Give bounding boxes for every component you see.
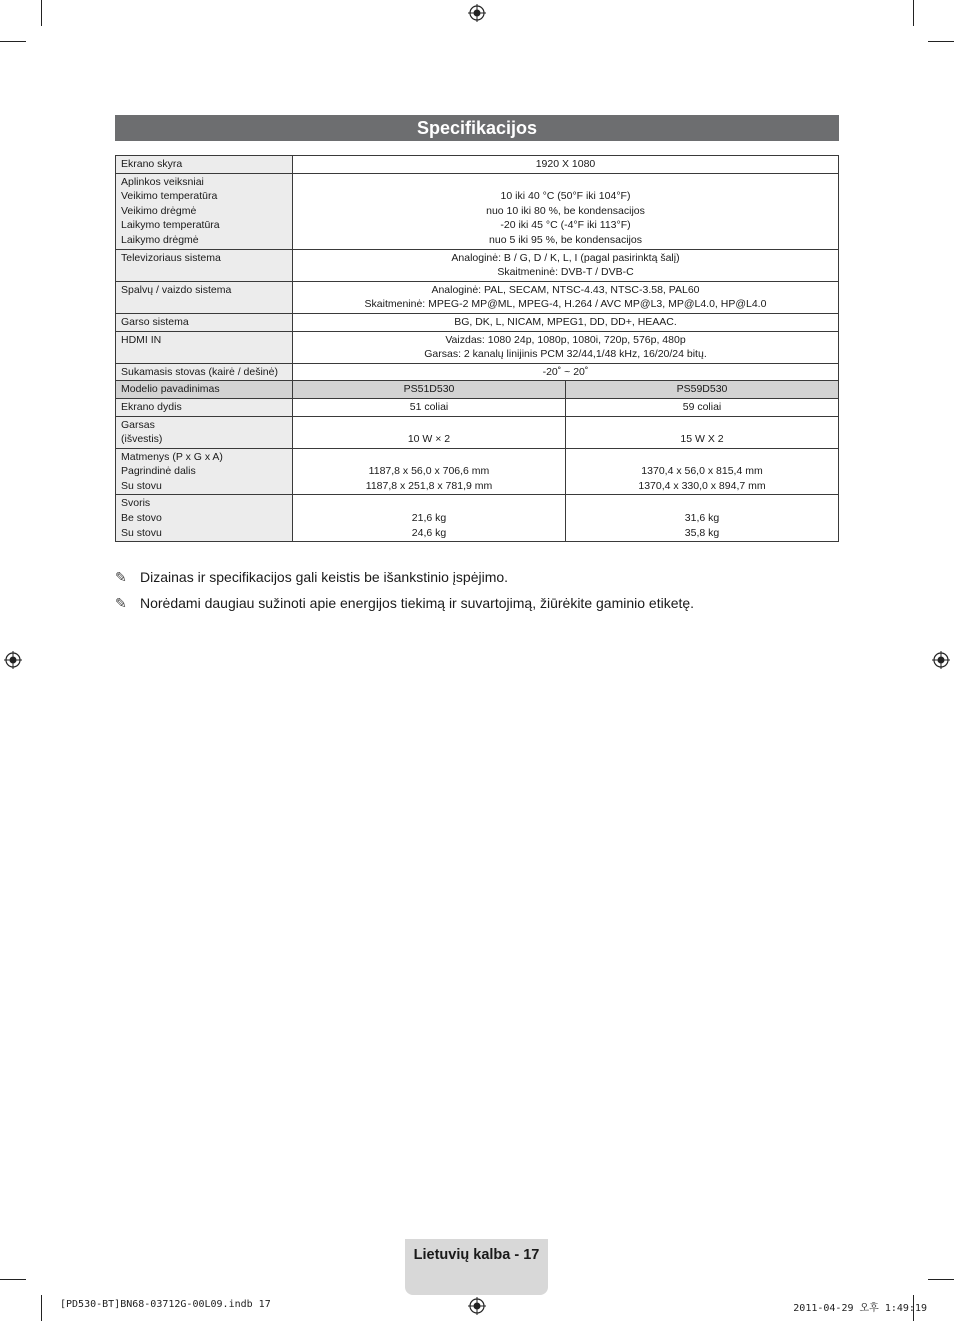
crop-mark	[0, 41, 26, 42]
spec-value: 15 W X 2	[566, 416, 839, 448]
spec-value: BG, DK, L, NICAM, MPEG1, DD, DD+, HEAAC.	[293, 313, 839, 331]
spec-label: Ekrano dydis	[116, 398, 293, 416]
note-item	[115, 568, 508, 586]
spec-value-line: nuo 5 iki 95 %, be kondensacijos	[489, 233, 642, 246]
spec-label-line: Matmenys (P x G x A)	[121, 450, 223, 463]
table-row	[116, 156, 839, 174]
spec-value-line: 1370,4 x 56,0 x 815,4 mm	[641, 465, 763, 478]
spec-value	[293, 249, 839, 281]
spec-label	[116, 495, 293, 542]
page-number-label: Lietuvių kalba - 17	[413, 1247, 540, 1263]
crop-mark	[913, 0, 914, 26]
spec-value-line: 10 iki 40 °C (50°F iki 104°F)	[500, 190, 631, 203]
crop-mark	[41, 0, 42, 26]
table-row	[116, 416, 839, 448]
spec-value	[293, 495, 566, 542]
spec-label	[116, 448, 293, 495]
spec-value: 59 coliai	[566, 398, 839, 416]
crop-mark	[928, 41, 954, 42]
spec-value-line: 1187,8 x 251,8 x 781,9 mm	[365, 479, 493, 492]
spec-value	[566, 448, 839, 495]
note-text: Dizainas ir specifikacijos gali keistis be išankstinio įspėjimo.	[140, 569, 509, 585]
spec-value: 10 W × 2	[293, 416, 566, 448]
pencil-icon: ✎	[115, 569, 127, 585]
spec-label	[116, 173, 293, 249]
note-text: Norėdami daugiau sužinoti apie energijos tiekimą ir suvartojimą, žiūrėkite gaminio etiketę.	[140, 595, 695, 611]
spec-label: Spalvų / vaizdo sistema	[116, 281, 293, 313]
spec-value	[293, 448, 566, 495]
spec-label: HDMI IN	[116, 331, 293, 363]
spec-value-line: Garsas: 2 kanalų linijinis PCM 32/44,1/48 kHz, 16/20/24 bitų.	[424, 348, 707, 361]
spec-label-line: Be stovo	[121, 512, 162, 525]
table-row	[116, 363, 839, 381]
crop-mark	[928, 1279, 954, 1280]
table-row	[116, 331, 839, 363]
table-row	[116, 173, 839, 249]
spec-value-line: -20 iki 45 °C (-4°F iki 113°F)	[500, 219, 631, 232]
note-item	[115, 594, 694, 612]
spec-value: -20˚ ~ 20˚	[293, 363, 839, 381]
spec-value-line: 35,8 kg	[684, 526, 720, 539]
spec-label-line: (išvestis)	[121, 433, 163, 446]
spec-label-line: Svoris	[121, 497, 151, 510]
page-number-tab	[405, 1239, 548, 1295]
spec-value-line: 21,6 kg	[411, 512, 447, 525]
spec-label: Sukamasis stovas (kairė / dešinė)	[116, 363, 293, 381]
file-info: [PD530-BT]BN68-03712G-00L09.indb 17	[60, 1299, 271, 1310]
spec-label-line: Su stovu	[121, 526, 162, 539]
spec-label-line: Pagrindinė dalis	[121, 465, 196, 478]
registration-mark-icon	[932, 651, 950, 669]
spec-value-line: Analoginė: B / G, D / K, L, I (pagal pasirinktą šalį)	[451, 251, 680, 264]
spec-label: Modelio pavadinimas	[116, 381, 293, 399]
spec-label-line: Garsas	[121, 418, 155, 431]
spec-value	[293, 331, 839, 363]
spec-label-line: Veikimo drėgmė	[121, 204, 197, 217]
spec-label-line: Laikymo drėgmė	[121, 233, 199, 246]
spec-value-line: Skaitmeninė: MPEG-2 MP@ML, MPEG-4, H.264 / AVC MP@L3, MP@L4.0, HP@L4.0	[364, 298, 767, 311]
pencil-icon: ✎	[115, 595, 127, 611]
spec-value-line: 1370,4 x 330,0 x 894,7 mm	[638, 479, 766, 492]
spec-label	[116, 416, 293, 448]
registration-mark-icon	[468, 1297, 486, 1315]
spec-label-line: Laikymo temperatūra	[121, 219, 220, 232]
spec-table	[115, 155, 839, 542]
table-row	[116, 448, 839, 495]
spec-value	[566, 495, 839, 542]
table-row	[116, 313, 839, 331]
table-row	[116, 398, 839, 416]
spec-value-line: 1187,8 x 56,0 x 706,6 mm	[368, 465, 490, 478]
crop-mark	[0, 1279, 26, 1280]
model-name-1: PS51D530	[293, 381, 566, 399]
spec-value-line: Analoginė: PAL, SECAM, NTSC-4.43, NTSC-3.58, PAL60	[431, 283, 700, 296]
spec-value-line: 31,6 kg	[684, 512, 720, 525]
registration-mark-icon	[4, 651, 22, 669]
spec-label-line: Veikimo temperatūra	[121, 190, 218, 203]
table-row	[116, 281, 839, 313]
spec-label: Ekrano skyra	[116, 156, 293, 174]
print-timestamp: 2011-04-29 오후 1:49:19	[793, 1303, 927, 1314]
spec-value-line: Vaizdas: 1080 24p, 1080p, 1080i, 720p, 576p, 480p	[445, 333, 686, 346]
spec-label: Garso sistema	[116, 313, 293, 331]
page-title: Specifikacijos	[115, 115, 839, 141]
spec-value-line: 24,6 kg	[411, 526, 447, 539]
spec-value	[293, 173, 839, 249]
spec-label: Televizoriaus sistema	[116, 249, 293, 281]
table-row	[116, 249, 839, 281]
model-name-2: PS59D530	[566, 381, 839, 399]
table-row	[116, 381, 839, 399]
crop-mark	[41, 1295, 42, 1321]
spec-value: 51 coliai	[293, 398, 566, 416]
registration-mark-icon	[468, 4, 486, 22]
spec-value: 1920 X 1080	[293, 156, 839, 174]
spec-value-line: nuo 10 iki 80 %, be kondensacijos	[486, 204, 645, 217]
spec-value	[293, 281, 839, 313]
spec-label-line: Su stovu	[121, 479, 162, 492]
table-row	[116, 495, 839, 542]
spec-value-line: Skaitmeninė: DVB-T / DVB-C	[497, 266, 634, 279]
spec-label-line: Aplinkos veiksniai	[121, 175, 204, 188]
